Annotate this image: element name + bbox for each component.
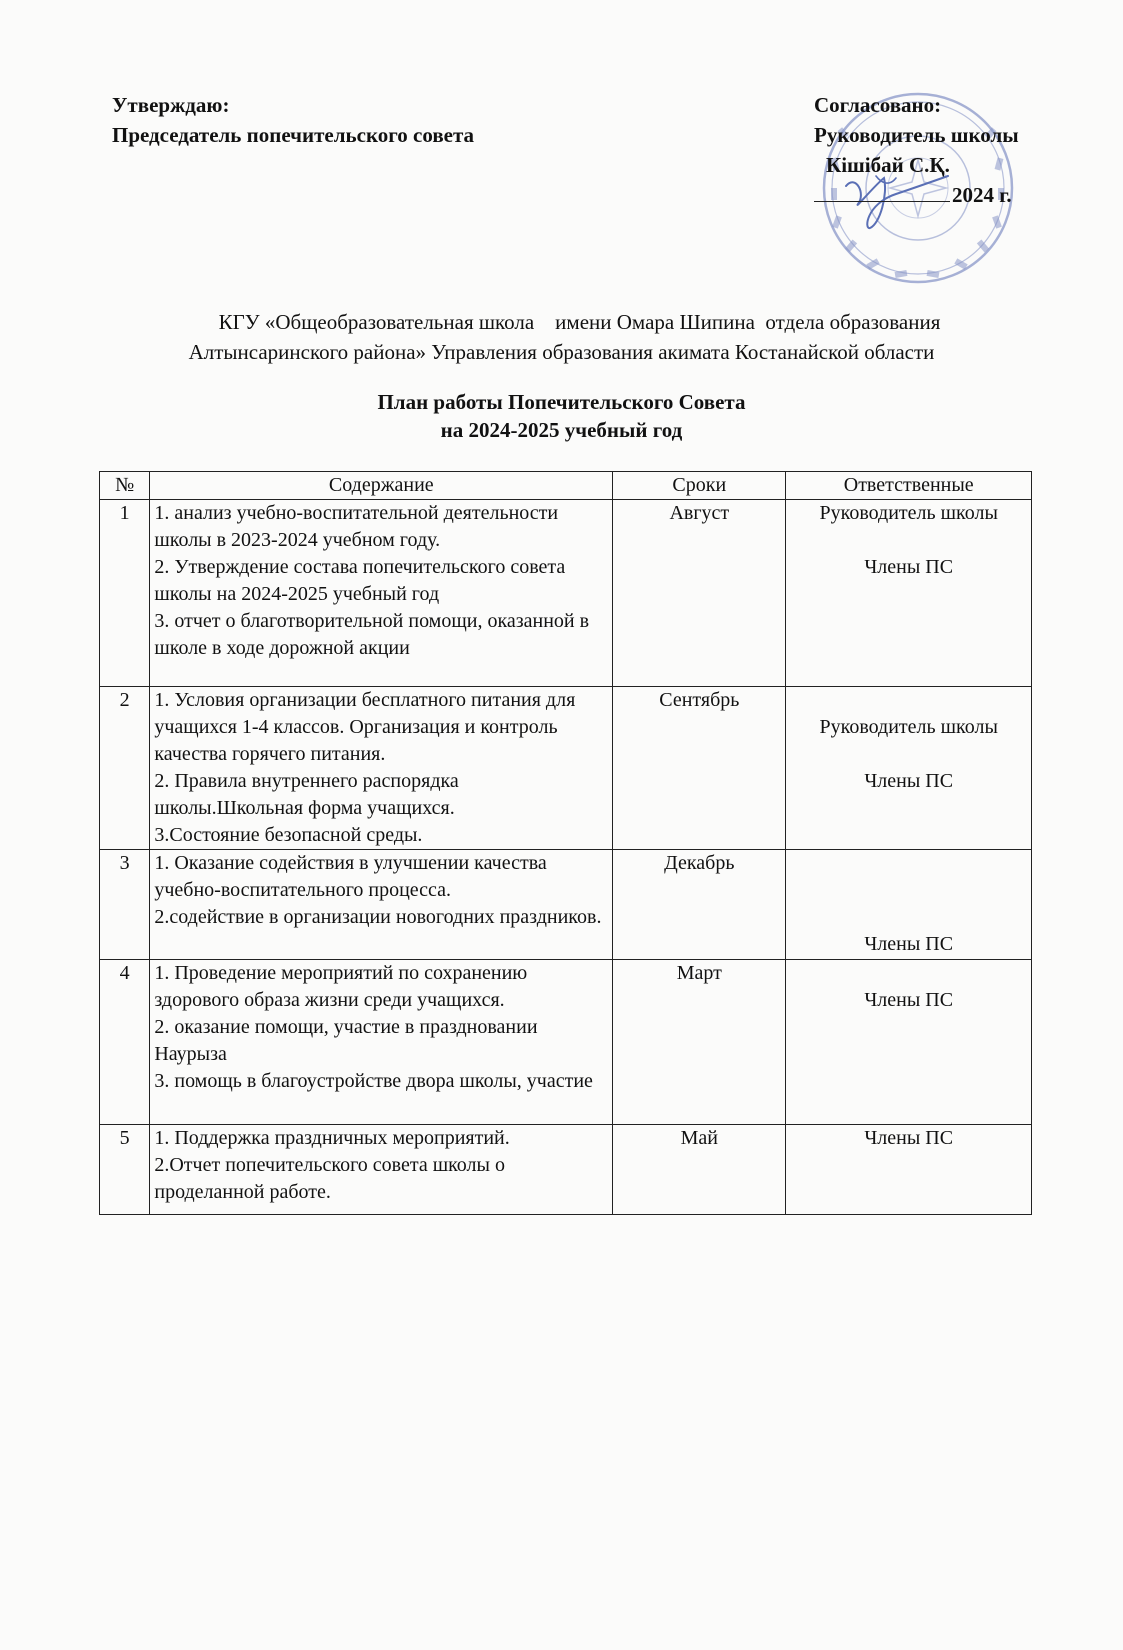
row-responsible [786,500,1032,687]
agree-name: Кішібай С.Қ. [826,153,950,177]
content-item: 2.Отчет попечительского совета школы о проделанной работе. [154,1154,505,1203]
responsible-item: Члены ПС [864,933,954,955]
row-term: Май [613,1125,786,1215]
document-title-line-1: План работы Попечительского Совета [377,390,746,414]
table-row [100,1125,1032,1215]
approve-title: Утверждаю: [112,93,230,117]
responsible-item: Руководитель школы [819,716,998,738]
agreement-block [814,90,1114,210]
content-item: 2. Правила внутреннего распорядка школы.Школьная форма учащихся. [154,770,459,819]
content-item: 3. отчет о благотворительной помощи, оказанной в школе в ходе дорожной акции [154,610,590,659]
signature-line [814,183,950,202]
row-term: Декабрь [613,850,786,960]
approval-block [112,90,474,150]
organization-name [0,307,1123,367]
document-title-line-2: на 2024-2025 учебный год [440,418,683,442]
header-num: № [100,472,150,500]
agree-position: Руководитель школы [814,123,1019,147]
content-item: 1. Условия организации бесплатного питания для учащихся 1-4 классов. Организация и контроль качества горячего питания. [154,689,576,765]
row-content [150,687,613,850]
row-num: 3 [100,850,150,960]
content-item: 3.Состояние безопасной среды. [154,824,423,846]
row-content [150,1125,613,1215]
row-num: 2 [100,687,150,850]
table-row [100,960,1032,1125]
content-item: 1. анализ учебно-воспитательной деятельности школы в 2023-2024 учебном году. [154,502,559,551]
row-content [150,500,613,687]
content-item: 1. Поддержка праздничных мероприятий. [154,1127,510,1149]
table-header-row [100,472,1032,500]
content-item: 1. Оказание содействия в улучшении качества учебно-воспитательного процесса. [154,852,547,901]
header-responsible: Ответственные [786,472,1032,500]
agree-title: Согласовано: [814,93,942,117]
row-responsible [786,687,1032,850]
content-item: 2.содействие в организации новогодних праздников. [154,906,602,928]
row-responsible [786,960,1032,1125]
organization-line-2: Алтынсаринского района» Управления образования акимата Костанайской области [188,340,935,364]
header-term: Сроки [613,472,786,500]
row-term: Август [613,500,786,687]
responsible-item: Члены ПС [864,770,954,792]
row-content [150,960,613,1125]
table-row [100,500,1032,687]
approve-position: Председатель попечительского совета [112,123,475,147]
row-term: Март [613,960,786,1125]
content-item: 1. Проведение мероприятий по сохранению здорового образа жизни среди учащихся. [154,962,528,1011]
responsible-item: Члены ПС [864,1127,954,1149]
row-num: 5 [100,1125,150,1215]
responsible-item: Руководитель школы [819,502,998,524]
agree-date-line [814,180,1114,210]
document-title [0,388,1123,444]
header-content: Содержание [150,472,613,500]
table-row [100,687,1032,850]
row-num: 4 [100,960,150,1125]
content-item: 2. оказание помощи, участие в праздновании Наурыза [154,1016,538,1065]
row-responsible [786,1125,1032,1215]
content-item: 2. Утверждение состава попечительского совета школы на 2024-2025 учебный год [154,556,566,605]
responsible-item: Члены ПС [864,556,954,578]
row-responsible [786,850,1032,960]
table-row [100,850,1032,960]
plan-table [99,471,1032,1215]
row-num: 1 [100,500,150,687]
row-content [150,850,613,960]
agree-date: 2024 г. [952,183,1012,207]
content-item: 3. помощь в благоустройстве двора школы, участие [154,1070,593,1092]
organization-line-1: КГУ «Общеобразовательная школа имени Омара Шипина отдела образования [218,310,941,334]
responsible-item: Члены ПС [864,989,954,1011]
row-term: Сентябрь [613,687,786,850]
